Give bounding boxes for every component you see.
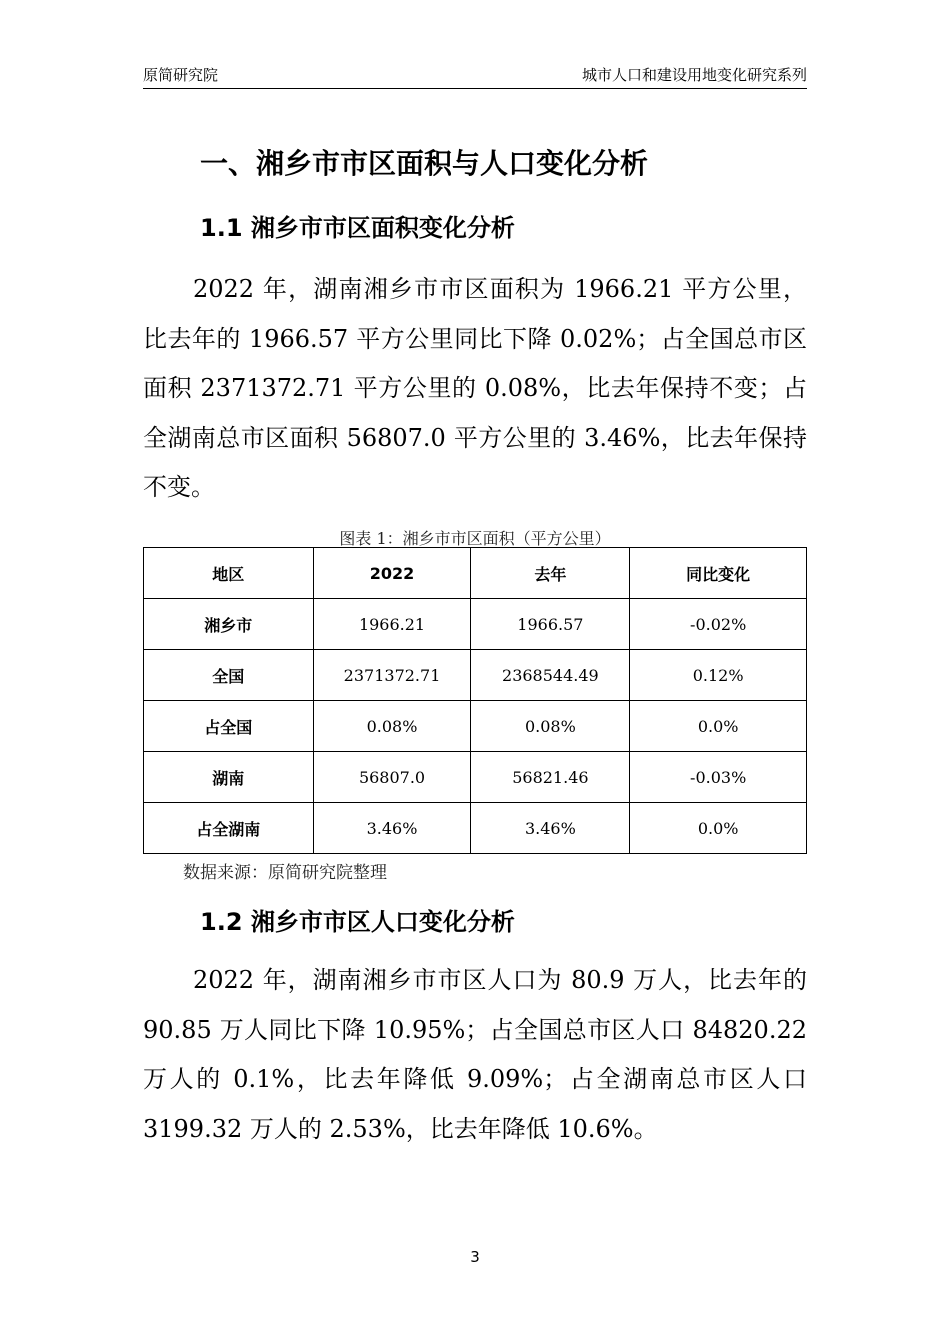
section-heading-1-2: 1.2 湘乡市市区人口变化分析 <box>200 908 515 936</box>
row-label-cell: 全国 <box>144 650 314 701</box>
paragraph-line: 90.85 万人同比下降 10.95%；占全国总市区人口 84820.22 <box>143 1015 807 1044</box>
header-cell: 去年 <box>471 548 630 599</box>
value-cell: 3.46% <box>313 803 471 854</box>
value-cell: 2368544.49 <box>471 650 630 701</box>
value-cell: -0.02% <box>630 599 807 650</box>
paragraph-line: 万人的 0.1%，比去年降低 9.09%；占全湖南总市区人口 <box>143 1065 807 1093</box>
paragraph-area <box>143 265 807 513</box>
value-cell: -0.03% <box>630 752 807 803</box>
page-number: 3 <box>470 1248 480 1266</box>
header-cell: 同比变化 <box>630 548 807 599</box>
row-label-cell: 占全湖南 <box>144 803 314 854</box>
table-caption: 图表 1：湘乡市市区面积（平方公里） <box>339 529 611 548</box>
row-label-cell: 湘乡市 <box>144 599 314 650</box>
paragraph-line: 比去年的 1966.57 平方公里同比下降 0.02%；占全国总市区 <box>143 324 807 353</box>
data-source: 数据来源：原简研究院整理 <box>183 863 387 883</box>
paragraph-line: 2022 年，湖南湘乡市市区人口为 80.9 万人，比去年的 <box>193 966 807 994</box>
table-row <box>144 803 807 854</box>
paragraph-line: 面积 2371372.71 平方公里的 0.08%，比去年保持不变；占 <box>143 374 807 402</box>
header-cell: 地区 <box>144 548 314 599</box>
header-cell: 2022 <box>313 548 471 599</box>
paragraph-line: 2022 年，湖南湘乡市市区面积为 1966.21 平方公里， <box>193 275 807 303</box>
value-cell: 56807.0 <box>313 752 471 803</box>
value-cell: 0.08% <box>313 701 471 752</box>
area-table <box>143 547 807 854</box>
value-cell: 0.12% <box>630 650 807 701</box>
table-header-row <box>144 548 807 599</box>
row-label-cell: 占全国 <box>144 701 314 752</box>
table-row <box>144 752 807 803</box>
paragraph-line: 3199.32 万人的 2.53%，比去年降低 10.6%。 <box>143 1114 658 1143</box>
table-row <box>144 599 807 650</box>
value-cell: 0.08% <box>471 701 630 752</box>
header-divider <box>143 88 807 89</box>
value-cell: 1966.21 <box>313 599 471 650</box>
value-cell: 2371372.71 <box>313 650 471 701</box>
row-label-cell: 湖南 <box>144 752 314 803</box>
section-heading-1-1: 1.1 湘乡市市区面积变化分析 <box>200 214 515 242</box>
value-cell: 3.46% <box>471 803 630 854</box>
value-cell: 56821.46 <box>471 752 630 803</box>
value-cell: 0.0% <box>630 803 807 854</box>
header-right: 城市人口和建设用地变化研究系列 <box>581 66 807 84</box>
paragraph-line: 不变。 <box>143 473 215 501</box>
table-row <box>144 650 807 701</box>
table-row <box>144 701 807 752</box>
value-cell: 1966.57 <box>471 599 630 650</box>
paragraph-line: 全湖南总市区面积 56807.0 平方公里的 3.46%，比去年保持 <box>143 423 807 452</box>
value-cell: 0.0% <box>630 701 807 752</box>
paragraph-area <box>143 956 807 1154</box>
chapter-title: 一、湘乡市市区面积与人口变化分析 <box>200 147 649 180</box>
header-left: 原简研究院 <box>143 66 219 84</box>
